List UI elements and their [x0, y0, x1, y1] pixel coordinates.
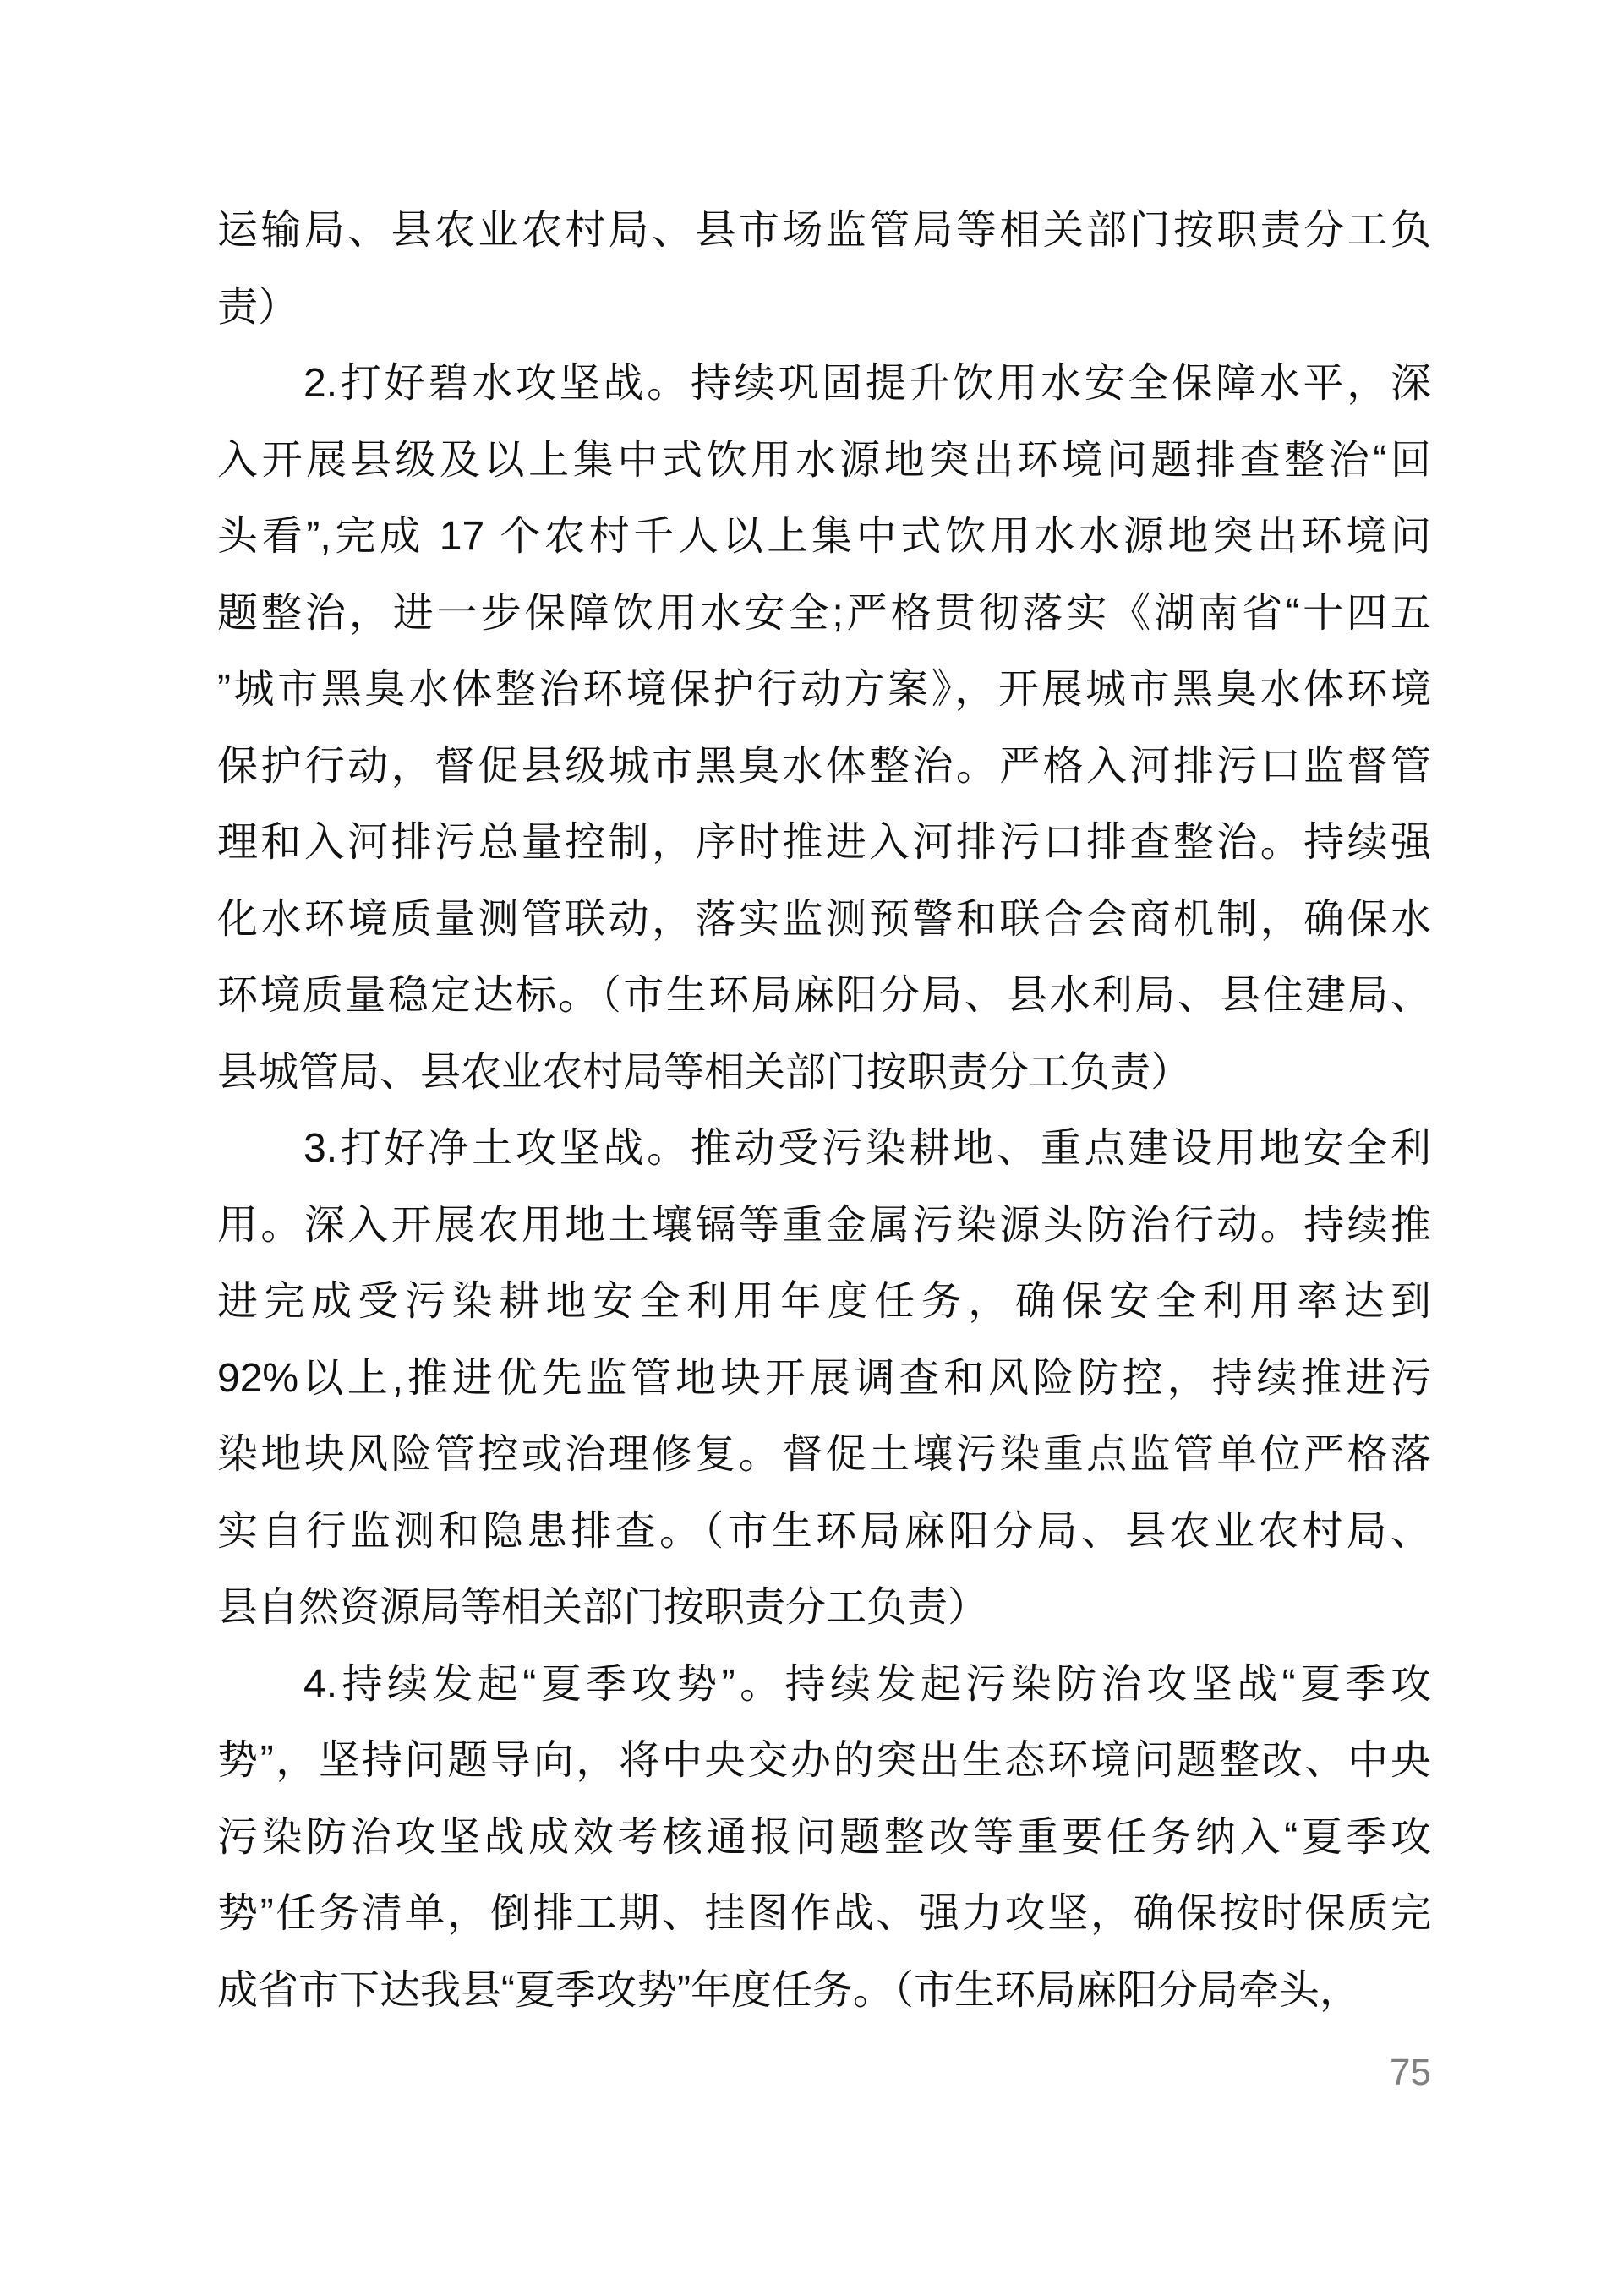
text-line: 用。深入开展农用地土壤镉等重金属污染源头防治行动。持续推 [217, 1202, 1431, 1248]
text-line: 环境质量稳定达标。（市生环局麻阳分局、县水利局、县住建局、 [217, 973, 1431, 1018]
text-line: 势”，坚持问题导向，将中央交办的突出生态环境问题整改、中央 [217, 1738, 1431, 1783]
paragraph [217, 193, 1431, 346]
text-line: 进完成受污染耕地安全利用年度任务，确保安全利用率达到 [217, 1279, 1431, 1324]
text-line: 县自然资源局等相关部门按职责分工负责） [217, 1585, 989, 1630]
text-line: 3.打好净土攻坚战。推动受污染耕地、重点建设用地安全利 [303, 1126, 1431, 1171]
text-line: 实自行监测和隐患排查。（市生环局麻阳分局、县农业农村局、 [217, 1508, 1431, 1554]
paragraph [217, 346, 1431, 1111]
text-line: 县城管局、县农业农村局等相关部门按职责分工负责） [217, 1049, 1192, 1095]
page-number: 75 [1390, 2052, 1431, 2093]
text-line: 染地块风险管控或治理修复。督促土壤污染重点监管单位严格落 [217, 1432, 1431, 1477]
paragraph [217, 1111, 1431, 1647]
text-line: 92%以上,推进优先监管地块开展调查和风险防控，持续推进污 [217, 1355, 1431, 1401]
text-line: 势”任务清单，倒排工期、挂图作战、强力攻坚，确保按时保质完 [217, 1891, 1431, 1936]
text-line: 化水环境质量测管联动，落实监测预警和联合会商机制，确保水 [217, 896, 1431, 942]
text-line: 运输局、县农业农村局、县市场监管局等相关部门按职责分工负 [217, 208, 1431, 253]
text-line: 入开展县级及以上集中式饮用水源地突出环境问题排查整治“回 [217, 437, 1431, 483]
text-line: 2.打好碧水攻坚战。持续巩固提升饮用水安全保障水平，深 [303, 361, 1431, 406]
paragraph [217, 1647, 1431, 2030]
text-line: 污染防治攻坚战成效考核通报问题整改等重要任务纳入“夏季攻 [217, 1814, 1431, 1860]
text-line: 4.持续发起“夏季攻势”。持续发起污染防治攻坚战“夏季攻 [303, 1661, 1431, 1707]
text-line: 题整治，进一步保障饮用水安全;严格贯彻落实《湖南省“十四五 [217, 590, 1431, 636]
document-body [217, 193, 1431, 2029]
text-line: 成省市下达我县“夏季攻势”年度任务。（市生环局麻阳分局牵头， [217, 1967, 1360, 2013]
text-line: 责） [217, 284, 299, 330]
text-line: 理和入河排污总量控制，序时推进入河排污口排查整治。持续强 [217, 820, 1431, 865]
text-line: 头看”,完成 17 个农村千人以上集中式饮用水水源地突出环境问 [217, 514, 1431, 559]
text-line: 保护行动，督促县级城市黑臭水体整治。严格入河排污口监督管 [217, 743, 1431, 789]
text-line: ”城市黑臭水体整治环境保护行动方案》，开展城市黑臭水体环境 [217, 667, 1431, 712]
